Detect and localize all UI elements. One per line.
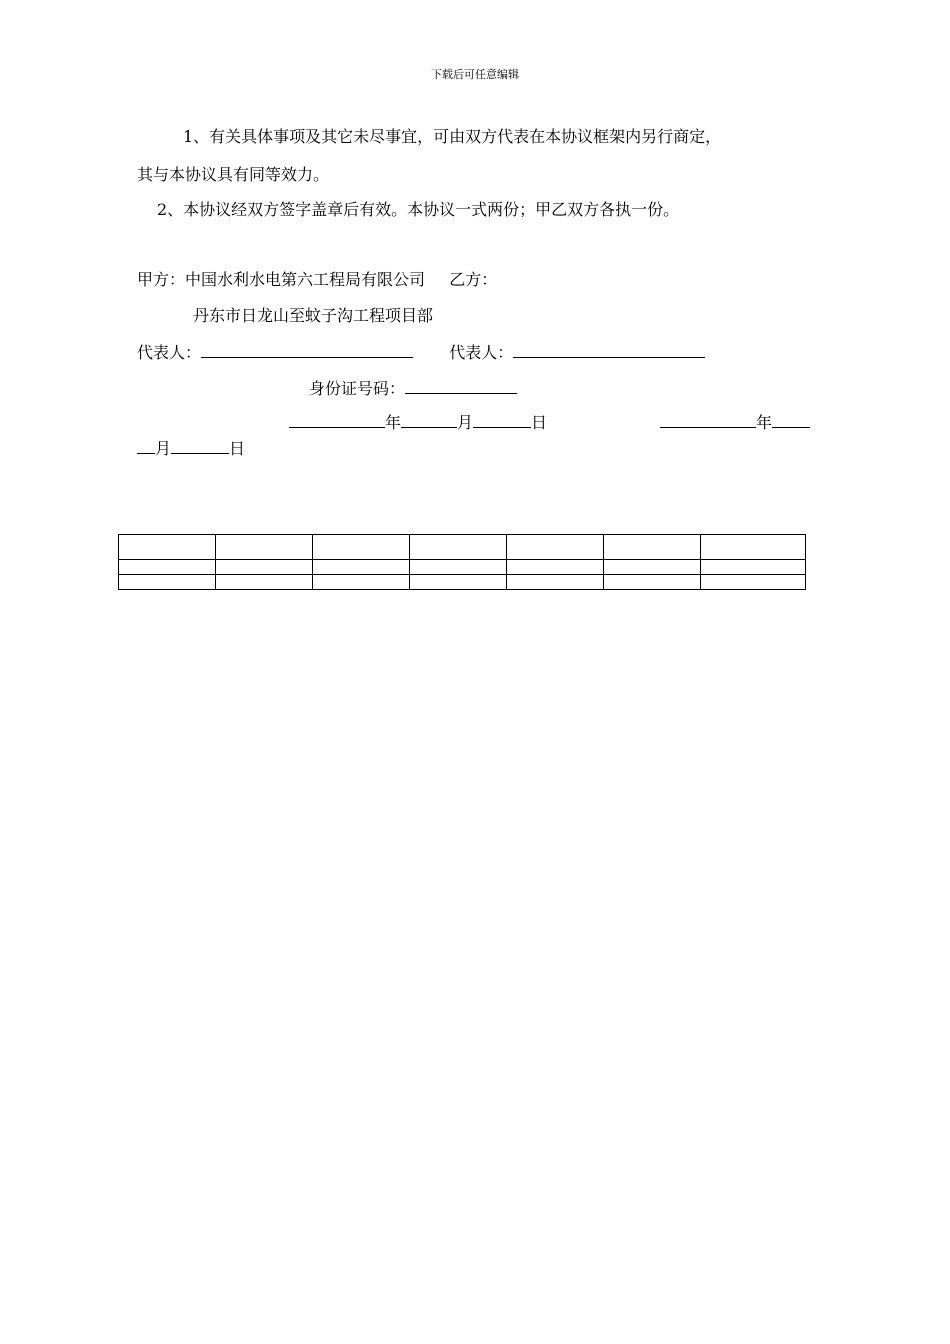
table-cell [313, 560, 410, 575]
table-cell [216, 535, 313, 560]
rep-a-label: 代表人： [137, 343, 202, 362]
date-b-month-blank-end[interactable] [137, 438, 155, 454]
table-cell [119, 560, 216, 575]
year-char: 年 [756, 413, 773, 432]
table-cell [507, 535, 604, 560]
date-b-day-blank[interactable] [171, 438, 229, 454]
date-b-month-blank-start[interactable] [772, 412, 810, 428]
day-char: 日 [229, 439, 246, 458]
year-char: 年 [385, 413, 402, 432]
table-cell [410, 535, 507, 560]
table-cell [604, 560, 701, 575]
table-cell [410, 575, 507, 590]
table-row [119, 535, 806, 560]
page-header: 下载后可任意编辑 [431, 68, 519, 81]
date-a-year-blank[interactable] [289, 412, 385, 428]
table-cell [507, 560, 604, 575]
rep-a-signature-blank[interactable] [201, 342, 413, 358]
id-number-blank[interactable] [405, 378, 517, 394]
id-number-line [309, 378, 517, 399]
clause-2: 2、本协议经双方签字盖章后有效。本协议一式两份；甲乙双方各执一份。 [157, 200, 680, 219]
date-a-line [289, 412, 547, 433]
day-char: 日 [531, 413, 548, 432]
party-a-label: 甲方： [137, 270, 186, 289]
date-a-month-blank[interactable] [401, 412, 457, 428]
party-a-department: 丹东市日龙山至蚊子沟工程项目部 [193, 306, 434, 325]
table-cell [119, 535, 216, 560]
date-b-line-2 [137, 438, 245, 459]
table-cell [604, 575, 701, 590]
representative-line [137, 342, 705, 363]
party-b-label: 乙方： [449, 270, 498, 289]
table-cell [216, 560, 313, 575]
table-row [119, 575, 806, 590]
clause-1-line-2: 其与本协议具有同等效力。 [137, 165, 330, 184]
date-b-line-1 [660, 412, 810, 433]
party-a-line [137, 270, 497, 290]
table-cell [410, 560, 507, 575]
party-a-name: 中国水利水电第六工程局有限公司 [185, 270, 426, 289]
table-cell [701, 560, 806, 575]
table-cell [313, 575, 410, 590]
table-cell [216, 575, 313, 590]
table-cell [701, 535, 806, 560]
table-cell [313, 535, 410, 560]
table-cell [507, 575, 604, 590]
month-char: 月 [457, 413, 474, 432]
rep-b-signature-blank[interactable] [513, 342, 705, 358]
date-a-day-blank[interactable] [473, 412, 531, 428]
table-cell [119, 575, 216, 590]
id-number-label: 身份证号码： [309, 379, 406, 398]
table-cell [701, 575, 806, 590]
date-b-year-blank[interactable] [660, 412, 756, 428]
empty-table [118, 534, 806, 590]
table-cell [604, 535, 701, 560]
month-char: 月 [155, 439, 172, 458]
clause-1-line-1: 1、有关具体事项及其它未尽事宜，可由双方代表在本协议框架内另行商定， [183, 127, 722, 146]
rep-b-label: 代表人： [449, 343, 514, 362]
table-row [119, 560, 806, 575]
